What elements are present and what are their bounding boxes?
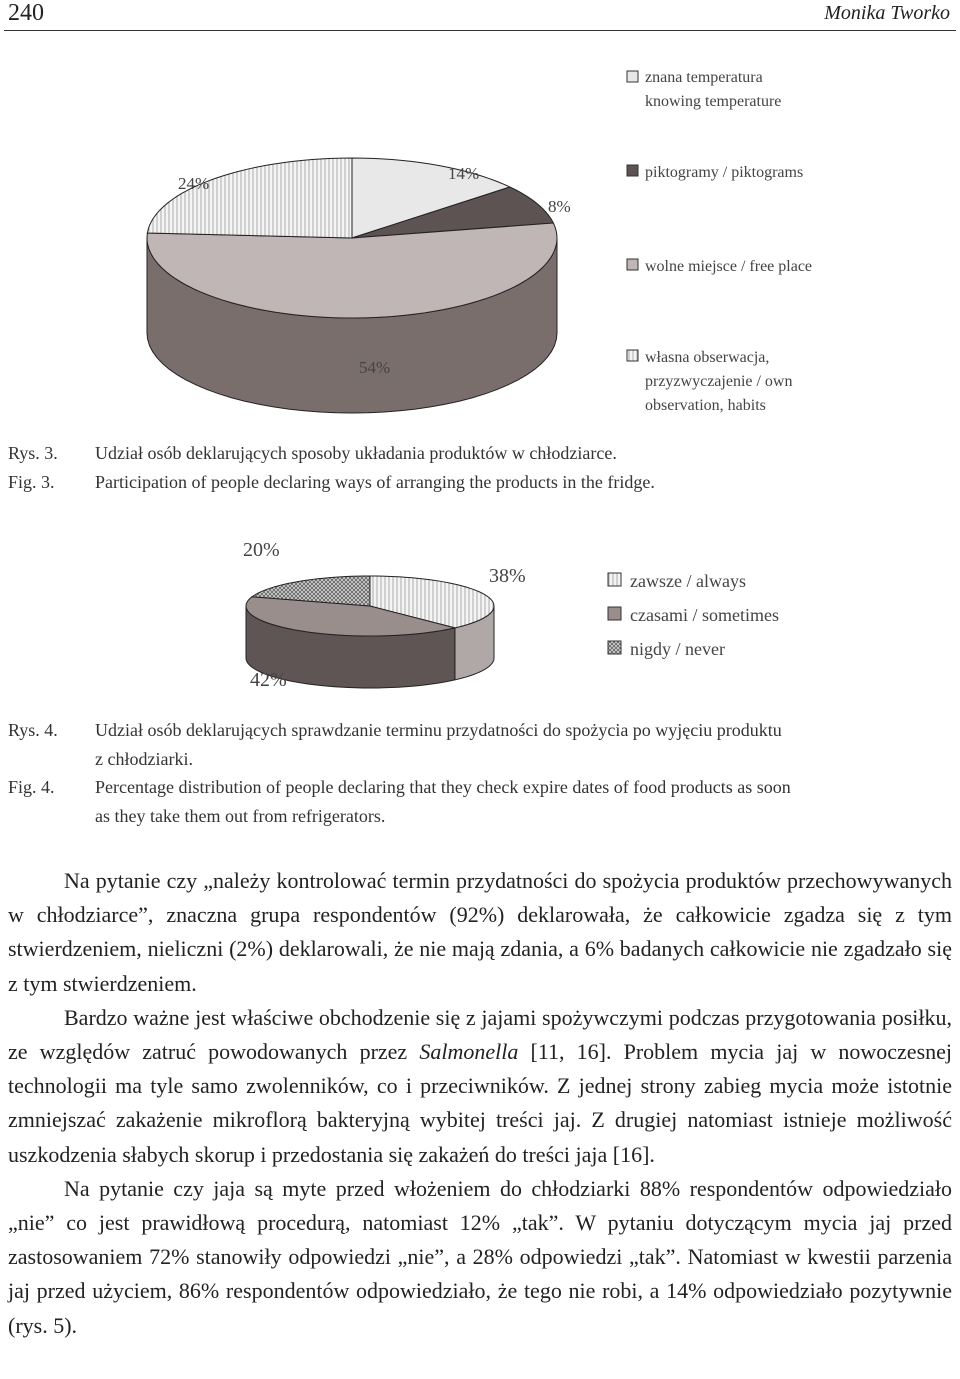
legend-label-sometimes: czasami / sometimes (630, 605, 779, 625)
legend-label-own-observation-2: przyzwyczajenie / own (645, 373, 793, 390)
figure-4-caption-en-1: Percentage distribution of people declaring that they check expire dates of food products as soon (95, 777, 791, 797)
legend-label-own-observation-3: observation, habits (645, 397, 766, 414)
running-head-author: Monika Tworko (824, 2, 950, 24)
figure-3-label-pl: Rys. 3. (8, 443, 58, 463)
figure-4-pie-chart (0, 520, 960, 710)
legend-label-own-observation-1: własna obserwacja, (645, 349, 770, 366)
paragraph-2-part-b: [11, 16]. Problem mycia jaj w nowoczesnej technologii ma tyle samo zwolenników, co i przeciwników. Z jednej strony zabieg mycia może istotnie zmniejszać zakażenie mikroflorą bakteryjną wybitej treści jaj. Z drugiej natomiast istnieje możliwość uszkodzenia słabych skorup i przedostania się zakażeń do treści jaja [16]. (8, 1039, 953, 1167)
pie-2-label-42: 42% (250, 669, 287, 691)
legend-swatch-never (608, 641, 621, 654)
figure-4-caption (0, 716, 960, 836)
figure-4-caption-pl-2: z chłodziarki. (95, 749, 193, 769)
figure-3-label-en: Fig. 3. (8, 472, 55, 492)
legend-label-pictograms: piktogramy / piktograms (645, 164, 804, 181)
legend-label-never: nigdy / never (630, 639, 725, 659)
pie-1-label-24: 24% (178, 174, 210, 193)
pie-1-label-8: 8% (548, 197, 571, 216)
figure-3-caption-pl: Udział osób deklarujących sposoby układania produktów w chłodziarce. (95, 443, 617, 463)
legend-swatch-pictograms (627, 165, 638, 176)
legend-swatch-own-observation (627, 350, 638, 361)
legend-swatch-sometimes (608, 607, 621, 620)
paragraph-2-part-a: Bardzo ważne jest właściwe obchodzenie się z jajami spożywczymi podczas przygotowania posiłku, ze względów zatruć powodowanych przez (8, 1004, 952, 1065)
figure-4-label-en: Fig. 4. (8, 777, 55, 797)
legend-swatch-always (608, 573, 621, 586)
figure-3-pie-chart (0, 0, 960, 440)
pie-slice-3 (147, 158, 352, 238)
pie-2-label-38: 38% (489, 565, 526, 587)
legend-swatch-known-temperature (627, 71, 638, 82)
pie-1-legend (627, 69, 812, 414)
body-text (8, 864, 952, 1343)
pie-2-legend (608, 571, 779, 659)
pie-1-slices (147, 158, 557, 413)
legend-label-known-temperature-2: knowing temperature (645, 93, 782, 110)
figure-4-caption-en-2: as they take them out from refrigerators. (95, 806, 386, 826)
legend-label-free-place: wolne miejsce / free place (645, 258, 813, 275)
paragraph-1: Na pytanie czy „należy kontrolować termin przydatności do spożycia produktów przechowywanych w chłodziarce”, znaczna grupa respondentów (92%) deklarowała, że całkowicie zgadza się z tym stwierdzeniem, nieliczni (2%) deklarowali, że nie mają zdania, a 6% badanych całkowicie nie zgadzało się z tym stwierdzeniem. (8, 868, 952, 996)
pie-2-label-20: 20% (243, 539, 280, 561)
figure-4-caption-pl-1: Udział osób deklarujących sprawdzanie terminu przydatności do spożycia po wyjęciu produktu (95, 720, 782, 740)
pie-1-label-14: 14% (448, 164, 480, 183)
paragraph-2 (8, 1001, 952, 1172)
legend-swatch-free-place (627, 259, 638, 270)
pie-1-label-54: 54% (359, 358, 391, 377)
legend-label-known-temperature-1: znana temperatura (645, 69, 763, 86)
legend-label-always: zawsze / always (630, 571, 746, 591)
figure-3-caption (0, 439, 960, 499)
salmonella-italic: Salmonella (419, 1039, 519, 1065)
figure-4-label-pl: Rys. 4. (8, 720, 58, 740)
figure-3-caption-en: Participation of people declaring ways of arranging the products in the fridge. (95, 472, 655, 492)
paragraph-3: Na pytanie czy jaja są myte przed włożeniem do chłodziarki 88% respondentów odpowiedziało „nie” co jest prawidłową procedurą, natomiast 12% „tak”. W pytaniu dotyczącym mycia jaj przed zastosowaniem 72% stanowiły odpowiedzi „nie”, a 28% odpowiedzi „tak”. Natomiast w kwestii parzenia jaj przed użyciem, 86% respondentów odpowiedziało, że tego nie robi, a 14% odpowiedziało pozytywnie (rys. 5). (8, 1175, 952, 1338)
page-number: 240 (8, 0, 44, 26)
